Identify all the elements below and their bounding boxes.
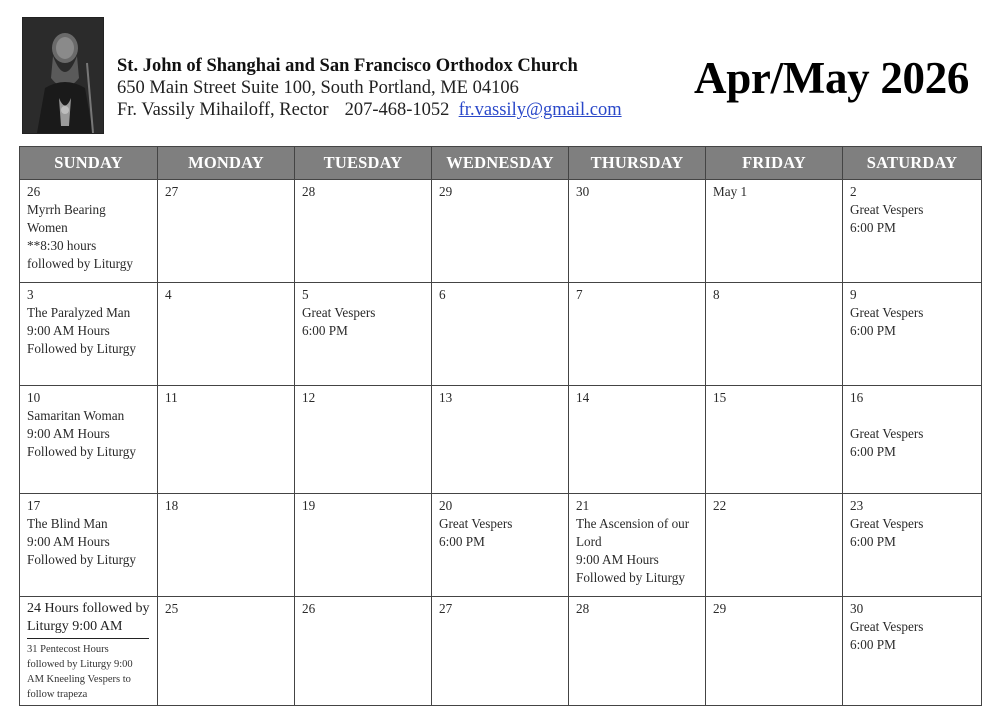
date-number: 22 — [713, 498, 727, 513]
event-text: 6:00 PM — [850, 323, 896, 338]
date-number: 30 — [576, 184, 590, 199]
date-number: 27 — [439, 601, 453, 616]
date-number: 21 — [576, 498, 590, 513]
event-text: **8:30 hours — [27, 238, 97, 253]
church-name: St. John of Shanghai and San Francisco Orthodox Church — [117, 56, 578, 76]
event-text: 9:00 AM Hours — [27, 534, 110, 549]
day-cell[interactable] — [569, 283, 706, 386]
weekday-header-thursday: THURSDAY — [569, 147, 706, 180]
date-number: 26 — [302, 601, 316, 616]
day-cell[interactable] — [158, 386, 295, 494]
date-number: 18 — [165, 498, 179, 513]
date-number: 3 — [27, 287, 34, 302]
day-cell[interactable] — [295, 597, 432, 706]
event-text: 24 Hours followed by — [27, 601, 150, 616]
saint-portrait-icon — [22, 17, 104, 134]
date-number: 27 — [165, 184, 179, 199]
date-number: 30 — [850, 601, 864, 616]
day-cell[interactable] — [569, 494, 706, 597]
event-text: Great Vespers — [850, 619, 924, 634]
event-text: Great Vespers — [850, 516, 924, 531]
event-text: 31 Pentecost Hours — [27, 644, 109, 655]
event-text: 9:00 AM Hours — [27, 426, 110, 441]
date-number: 19 — [302, 498, 316, 513]
date-number: 29 — [713, 601, 727, 616]
date-number: 10 — [27, 390, 41, 405]
date-number: 29 — [439, 184, 453, 199]
event-text: AM Kneeling Vespers to — [27, 674, 131, 685]
event-text: Followed by Liturgy — [27, 552, 136, 567]
day-cell[interactable] — [706, 180, 843, 283]
weekday-header-friday: FRIDAY — [706, 147, 843, 180]
date-number: 13 — [439, 390, 453, 405]
blank-line — [850, 407, 974, 425]
event-text: Lord — [576, 534, 602, 549]
event-text: Followed by Liturgy — [27, 341, 136, 356]
day-cell[interactable] — [432, 494, 569, 597]
event-text: followed by Liturgy — [27, 256, 133, 271]
day-cell[interactable] — [20, 180, 158, 283]
calendar-header — [0, 0, 1000, 140]
calendar-week-row — [20, 386, 982, 494]
day-cell[interactable] — [20, 494, 158, 597]
calendar-week-row — [20, 180, 982, 283]
church-contact — [117, 100, 622, 121]
date-number: 11 — [165, 390, 178, 405]
day-cell[interactable] — [158, 283, 295, 386]
cell-divider — [27, 638, 149, 639]
day-cell[interactable] — [295, 494, 432, 597]
date-number: 28 — [576, 601, 590, 616]
date-number: 8 — [713, 287, 720, 302]
phone-number: 207-468-1052 — [344, 100, 450, 120]
date-number: 25 — [165, 601, 179, 616]
day-cell[interactable] — [569, 180, 706, 283]
day-cell[interactable] — [706, 597, 843, 706]
date-number: 14 — [576, 390, 590, 405]
day-cell[interactable] — [20, 283, 158, 386]
day-cell[interactable] — [158, 180, 295, 283]
event-text: The Ascension of our — [576, 516, 690, 531]
event-text: The Blind Man — [27, 516, 108, 531]
calendar-week-row — [20, 597, 982, 706]
event-text: The Paralyzed Man — [27, 305, 131, 320]
day-cell[interactable] — [20, 597, 158, 706]
event-text: 6:00 PM — [302, 323, 348, 338]
event-text: follow trapeza — [27, 689, 88, 700]
day-cell[interactable] — [843, 597, 982, 706]
date-number: 2 — [850, 184, 857, 199]
calendar-week-row — [20, 283, 982, 386]
date-number: 9 — [850, 287, 857, 302]
day-cell[interactable] — [706, 386, 843, 494]
date-number: 7 — [576, 287, 583, 302]
event-text: Myrrh Bearing — [27, 202, 106, 217]
event-text: Followed by Liturgy — [576, 570, 685, 585]
event-text: Great Vespers — [302, 305, 376, 320]
date-number: 23 — [850, 498, 864, 513]
event-text: 6:00 PM — [850, 220, 896, 235]
event-text: 6:00 PM — [850, 534, 896, 549]
date-number: 17 — [27, 498, 41, 513]
day-cell[interactable] — [432, 283, 569, 386]
month-title: Apr/May 2026 — [694, 53, 970, 103]
day-cell[interactable] — [706, 494, 843, 597]
day-cell[interactable] — [843, 283, 982, 386]
church-address: 650 Main Street Suite 100, South Portland, ME 04106 — [117, 78, 519, 98]
date-number: 26 — [27, 184, 41, 199]
day-cell[interactable] — [20, 386, 158, 494]
event-text: 6:00 PM — [439, 534, 485, 549]
weekday-header-sunday: SUNDAY — [20, 147, 158, 180]
event-text: Samaritan Woman — [27, 408, 125, 423]
date-number: May 1 — [713, 184, 748, 199]
day-cell[interactable] — [432, 386, 569, 494]
date-number: 5 — [302, 287, 309, 302]
date-number: 12 — [302, 390, 316, 405]
day-cell[interactable] — [432, 180, 569, 283]
event-text: 9:00 AM Hours — [576, 552, 659, 567]
event-text: Great Vespers — [850, 202, 924, 217]
day-cell[interactable] — [295, 283, 432, 386]
day-cell[interactable] — [295, 180, 432, 283]
day-cell[interactable] — [843, 494, 982, 597]
event-text: 9:00 AM Hours — [27, 323, 110, 338]
event-text: followed by Liturgy 9:00 — [27, 659, 133, 670]
event-text: Women — [27, 220, 68, 235]
event-text: Great Vespers — [850, 426, 924, 441]
weekday-header-wednesday: WEDNESDAY — [432, 147, 569, 180]
email-link[interactable]: fr.vassily@gmail.com — [458, 100, 622, 120]
date-number: 6 — [439, 287, 446, 302]
day-cell[interactable] — [843, 386, 982, 494]
date-number: 4 — [165, 287, 172, 302]
day-cell[interactable] — [569, 386, 706, 494]
event-text: Great Vespers — [439, 516, 513, 531]
weekday-header-saturday: SATURDAY — [843, 147, 982, 180]
rector-name: Fr. Vassily Mihailoff, Rector — [117, 100, 329, 120]
date-number: 16 — [850, 390, 864, 405]
day-cell[interactable] — [706, 283, 843, 386]
day-cell[interactable] — [569, 597, 706, 706]
event-text: 6:00 PM — [850, 444, 896, 459]
weekday-header-monday: MONDAY — [158, 147, 295, 180]
date-number: 20 — [439, 498, 453, 513]
event-text: Great Vespers — [850, 305, 924, 320]
day-cell[interactable] — [843, 180, 982, 283]
event-text: Followed by Liturgy — [27, 444, 136, 459]
calendar-grid — [19, 146, 982, 706]
day-cell[interactable] — [432, 597, 569, 706]
date-number: 28 — [302, 184, 316, 199]
weekday-header-row — [20, 147, 982, 180]
event-text: 6:00 PM — [850, 637, 896, 652]
date-number: 15 — [713, 390, 727, 405]
calendar-week-row — [20, 494, 982, 597]
day-cell[interactable] — [158, 597, 295, 706]
weekday-header-tuesday: TUESDAY — [295, 147, 432, 180]
day-cell[interactable] — [295, 386, 432, 494]
event-text: Liturgy 9:00 AM — [27, 619, 123, 634]
day-cell[interactable] — [158, 494, 295, 597]
